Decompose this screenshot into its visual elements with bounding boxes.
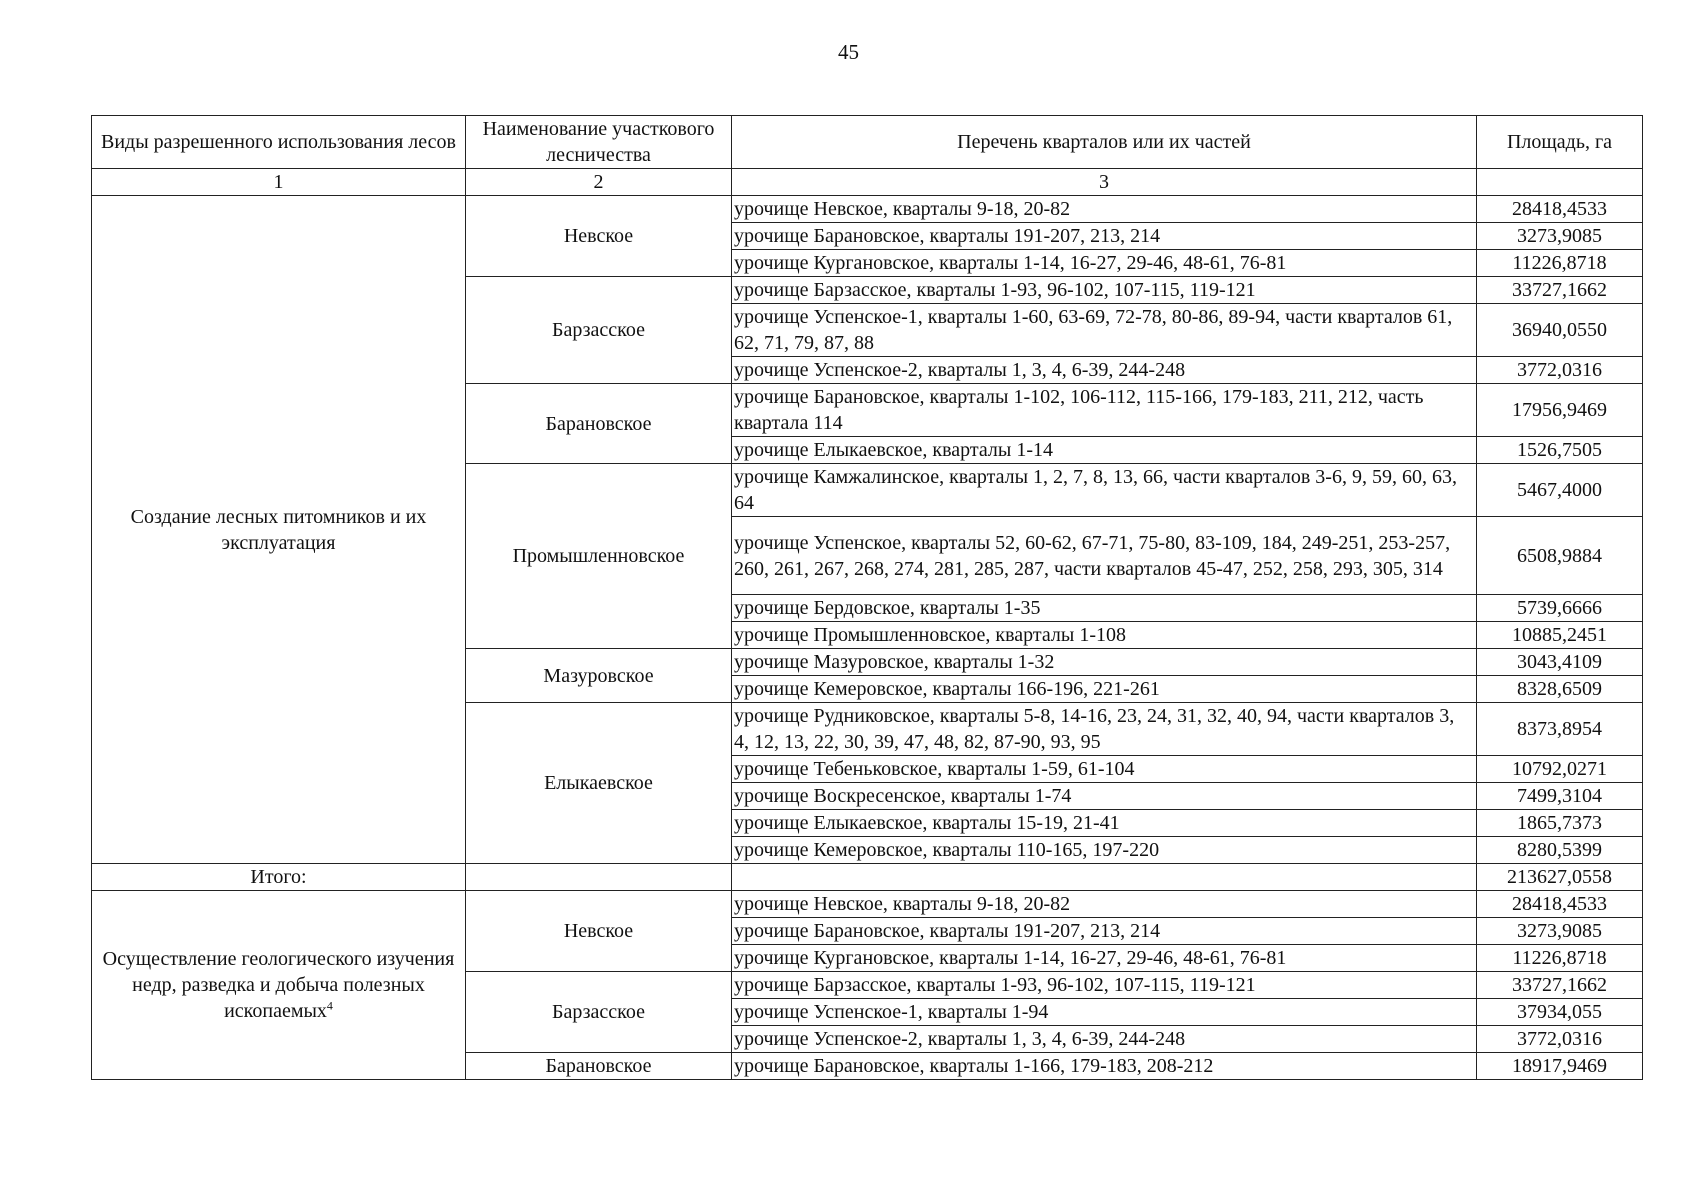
area-cell: 3772,0316 [1477, 1026, 1643, 1053]
area-cell: 3273,9085 [1477, 223, 1643, 250]
district-cell: Невское [466, 891, 732, 972]
district-cell: Невское [466, 196, 732, 277]
header-use-type: Виды разрешенного использования лесов [92, 116, 466, 169]
page-number: 45 [838, 40, 859, 64]
area-cell: 8280,5399 [1477, 837, 1643, 864]
quarters-cell: урочище Кургановское, кварталы 1-14, 16-27, 29-46, 48-61, 76-81 [732, 945, 1477, 972]
table-row [92, 196, 1643, 223]
quarters-cell: урочище Успенское-1, кварталы 1-60, 63-69, 72-78, 80-86, 89-94, части кварталов 61, 62, 71, 79, 87, 88 [732, 304, 1477, 357]
quarters-cell: урочище Успенское-2, кварталы 1, 3, 4, 6-39, 244-248 [732, 1026, 1477, 1053]
area-cell: 3273,9085 [1477, 918, 1643, 945]
district-cell: Барзасское [466, 277, 732, 384]
table-header-row [92, 116, 1643, 169]
area-cell: 37934,055 [1477, 999, 1643, 1026]
quarters-cell: урочище Успенское-2, кварталы 1, 3, 4, 6-39, 244-248 [732, 357, 1477, 384]
quarters-cell: урочище Барановское, кварталы 1-102, 106-112, 115-166, 179-183, 211, 212, часть квартала 114 [732, 384, 1477, 437]
area-cell: 10792,0271 [1477, 756, 1643, 783]
quarters-cell: урочище Мазуровское, кварталы 1-32 [732, 649, 1477, 676]
area-cell: 1526,7505 [1477, 437, 1643, 464]
area-cell: 17956,9469 [1477, 384, 1643, 437]
area-cell: 11226,8718 [1477, 250, 1643, 277]
area-cell: 33727,1662 [1477, 972, 1643, 999]
quarters-cell: урочище Кургановское, кварталы 1-14, 16-27, 29-46, 48-61, 76-81 [732, 250, 1477, 277]
area-cell: 28418,4533 [1477, 196, 1643, 223]
forest-use-table [91, 115, 1643, 1080]
quarters-cell: урочище Успенское, кварталы 52, 60-62, 67-71, 75-80, 83-109, 184, 249-251, 253-257, 260, 261, 267, 268, 274, 281, 285, 287, части кварталов 45-47, 252, 258, 293, 305, 314 [732, 517, 1477, 595]
quarters-cell: урочище Камжалинское, кварталы 1, 2, 7, 8, 13, 66, части кварталов 3-6, 9, 59, 60, 63, 64 [732, 464, 1477, 517]
area-cell: 5739,6666 [1477, 595, 1643, 622]
area-cell: 18917,9469 [1477, 1053, 1643, 1080]
district-cell: Мазуровское [466, 649, 732, 703]
quarters-cell: урочище Барановское, кварталы 191-207, 213, 214 [732, 918, 1477, 945]
quarters-cell: урочище Елыкаевское, кварталы 15-19, 21-41 [732, 810, 1477, 837]
district-cell: Елыкаевское [466, 703, 732, 864]
area-cell: 36940,0550 [1477, 304, 1643, 357]
area-cell: 28418,4533 [1477, 891, 1643, 918]
footnote-marker: 4 [326, 998, 333, 1013]
quarters-cell: урочище Невское, кварталы 9-18, 20-82 [732, 196, 1477, 223]
quarters-cell: урочище Успенское-1, кварталы 1-94 [732, 999, 1477, 1026]
header-area: Площадь, га [1477, 116, 1643, 169]
quarters-cell: урочище Барановское, кварталы 191-207, 213, 214 [732, 223, 1477, 250]
use-type-text: Осуществление геологического изучения недр, разведка и добыча полезных ископаемых [102, 948, 455, 1022]
area-cell: 33727,1662 [1477, 277, 1643, 304]
header-district: Наименование участкового лесничества [466, 116, 732, 169]
quarters-cell: урочище Кемеровское, кварталы 166-196, 221-261 [732, 676, 1477, 703]
empty-cell [466, 864, 732, 891]
area-cell: 3772,0316 [1477, 357, 1643, 384]
table-row [92, 891, 1643, 918]
quarters-cell: урочище Рудниковское, кварталы 5-8, 14-16, 23, 24, 31, 32, 40, 94, части кварталов 3, 4, 12, 13, 22, 30, 39, 47, 48, 82, 87-90, 93, 95 [732, 703, 1477, 756]
area-cell: 6508,9884 [1477, 517, 1643, 595]
quarters-cell: урочище Промышленновское, кварталы 1-108 [732, 622, 1477, 649]
district-cell: Барзасское [466, 972, 732, 1053]
quarters-cell: урочище Воскресенское, кварталы 1-74 [732, 783, 1477, 810]
quarters-cell: урочище Тебеньковское, кварталы 1-59, 61-104 [732, 756, 1477, 783]
area-cell: 5467,4000 [1477, 464, 1643, 517]
quarters-cell: урочище Барзасское, кварталы 1-93, 96-102, 107-115, 119-121 [732, 972, 1477, 999]
empty-cell [732, 864, 1477, 891]
district-cell: Промышленновское [466, 464, 732, 649]
use-type-cell [92, 891, 466, 1080]
district-cell: Барановское [466, 384, 732, 464]
area-cell: 1865,7373 [1477, 810, 1643, 837]
total-value: 213627,0558 [1477, 864, 1643, 891]
use-type-cell: Создание лесных питомников и их эксплуатация [92, 196, 466, 864]
district-cell: Барановское [466, 1053, 732, 1080]
area-cell: 8328,6509 [1477, 676, 1643, 703]
area-cell: 3043,4109 [1477, 649, 1643, 676]
quarters-cell: урочище Невское, кварталы 9-18, 20-82 [732, 891, 1477, 918]
header-quarters: Перечень кварталов или их частей [732, 116, 1477, 169]
total-row [92, 864, 1643, 891]
quarters-cell: урочище Бердовское, кварталы 1-35 [732, 595, 1477, 622]
quarters-cell: урочище Барановское, кварталы 1-166, 179-183, 208-212 [732, 1053, 1477, 1080]
column-number: 1 [92, 169, 466, 196]
area-cell: 10885,2451 [1477, 622, 1643, 649]
column-number [1477, 169, 1643, 196]
quarters-cell: урочище Кемеровское, кварталы 110-165, 197-220 [732, 837, 1477, 864]
quarters-cell: урочище Елыкаевское, кварталы 1-14 [732, 437, 1477, 464]
column-number: 2 [466, 169, 732, 196]
area-cell: 11226,8718 [1477, 945, 1643, 972]
quarters-cell: урочище Барзасское, кварталы 1-93, 96-102, 107-115, 119-121 [732, 277, 1477, 304]
area-cell: 8373,8954 [1477, 703, 1643, 756]
total-label: Итого: [92, 864, 466, 891]
area-cell: 7499,3104 [1477, 783, 1643, 810]
column-number: 3 [732, 169, 1477, 196]
column-number-row [92, 169, 1643, 196]
